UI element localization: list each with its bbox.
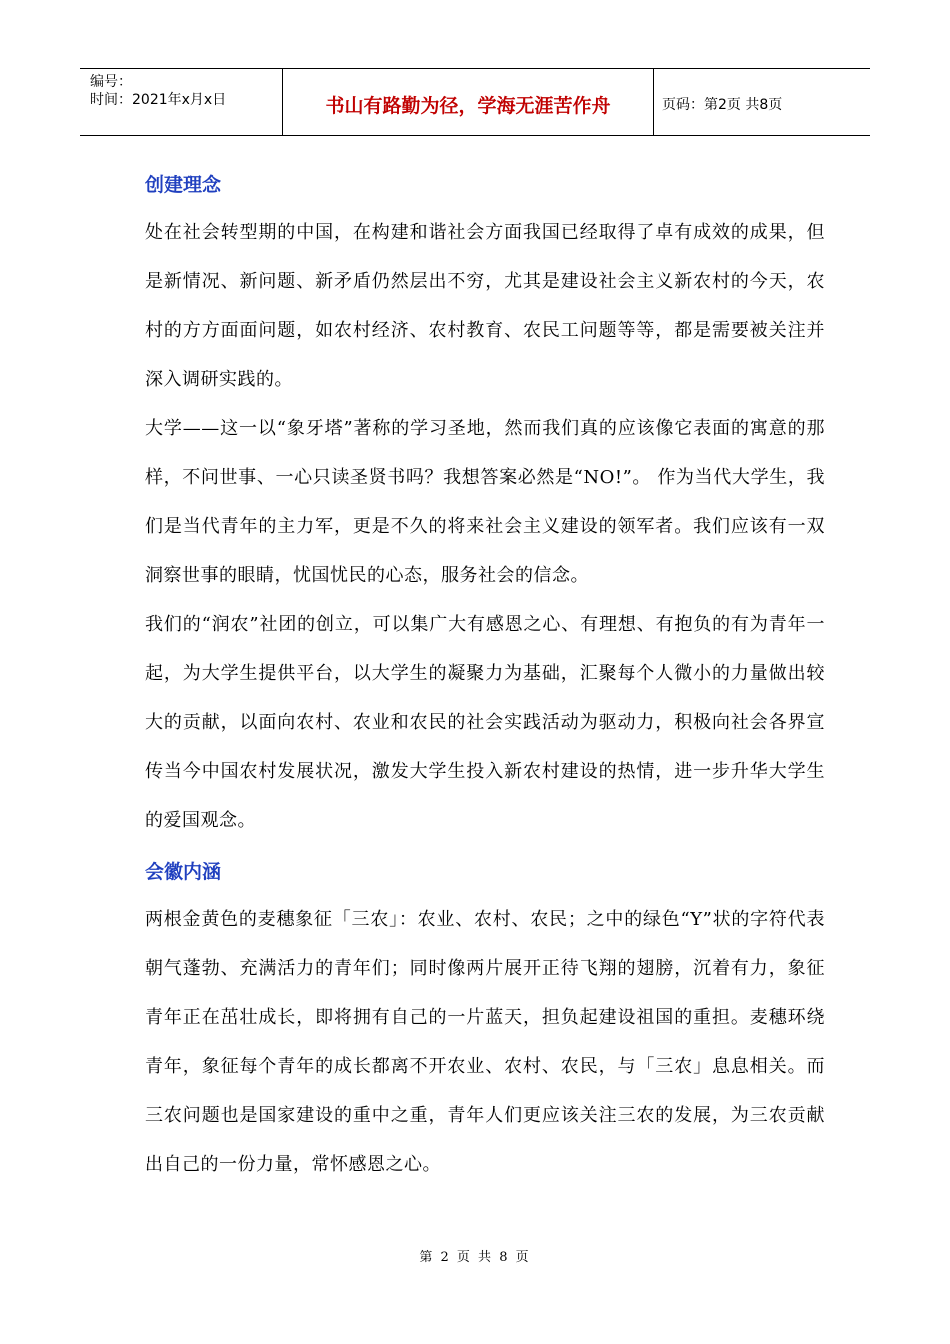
header-meta [80,69,283,135]
paragraph: 我们的“润农”社团的创立，可以集广大有感恩之心、有理想、有抱负的有为青年一起，为大学生提供平台，以大学生的凝聚力为基础，汇聚每个人微小的力量做出较大的贡献，以面向农村、农业和农民的社会实践活动为驱动力，积极向社会各界宣传当今中国农村发展状况，激发大学生投入新农村建设的热情，进一步升华大学生的爱国观念。 [145,614,825,831]
page-footer: 第 2 页 共 8 页 [419,1250,531,1265]
page-header [80,68,870,136]
paragraph: 处在社会转型期的中国，在构建和谐社会方面我国已经取得了卓有成效的成果，但是新情况、新问题、新矛盾仍然层出不穷，尤其是建设社会主义新农村的今天，农村的方方面面问题，如农村经济、农村教育、农民工问题等等，都是需要被关注并深入调研实践的。 [145,222,825,390]
paragraph: 两根金黄色的麦穗象征「三农」：农业、农村、农民；之中的绿色“Y”状的字符代表朝气蓬勃、充满活力的青年们；同时像两片展开正待飞翔的翅膀，沉着有力，象征青年正在茁壮成长，即将拥有自己的一片蓝天，担负起建设祖国的重担。麦穗环绕青年，象征每个青年的成长都离不开农业、农村、农民，与「三农」息息相关。而三农问题也是国家建设的重中之重，青年人们更应该关注三农的发展，为三农贡献出自己的一份力量，常怀感恩之心。 [145,909,825,1175]
time-label: 时间：2021年x月x日 [90,92,227,108]
document-body [145,164,825,1189]
paragraph: 大学——这一以“象牙塔”著称的学习圣地，然而我们真的应该像它表面的寓意的那样，不问世事、一心只读圣贤书吗？我想答案必然是“NO!”。 作为当代大学生，我们是当代青年的主力军，更是不久的将来社会主义建设的领军者。我们应该有一双洞察世事的眼睛，忧国忧民的心态，服务社会的信念。 [145,418,825,586]
section-title-concept: 创建理念 [145,174,222,196]
header-motto: 书山有路勤为径，学海无涯苦作舟 [283,69,654,135]
section-title-emblem: 会徽内涵 [145,861,222,883]
header-page-info: 页码：第2页 共8页 [662,97,783,113]
number-label: 编号： [90,74,132,90]
